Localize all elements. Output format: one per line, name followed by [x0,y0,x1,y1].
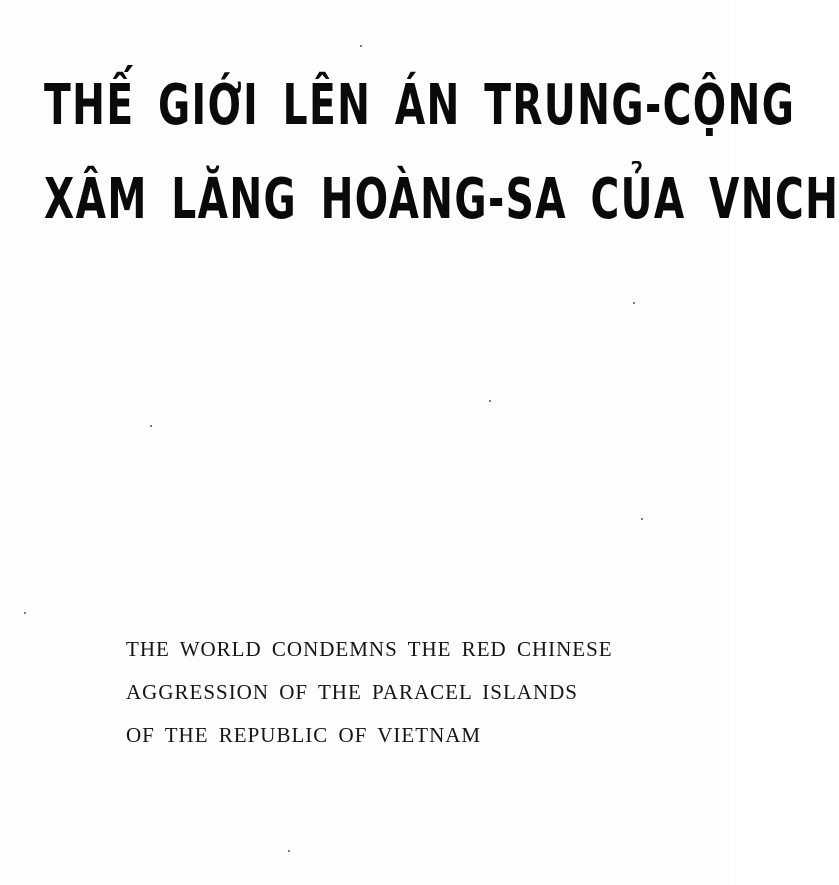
scan-speck [24,612,26,614]
scan-speck [489,400,491,402]
scan-speck [641,518,643,520]
scan-speck [633,302,635,304]
subtitle-line-1: THE WORLD CONDEMNS THE RED CHINESE [126,637,613,661]
subtitle-line-3: OF THE REPUBLIC OF VIETNAM [126,723,482,747]
scan-speck [360,45,362,47]
title-line-2: XÂM LĂNG HOÀNG-SA CỦA VNCH [44,167,839,232]
scan-speck [150,425,152,427]
vietnamese-title [44,73,839,232]
subtitle-line-2: AGGRESSION OF THE PARACEL ISLANDS [126,680,578,704]
english-subtitle [126,639,716,768]
title-line-1: THẾ GIỚI LÊN ÁN TRUNG-CỘNG [44,73,796,138]
scan-speck [288,850,290,852]
